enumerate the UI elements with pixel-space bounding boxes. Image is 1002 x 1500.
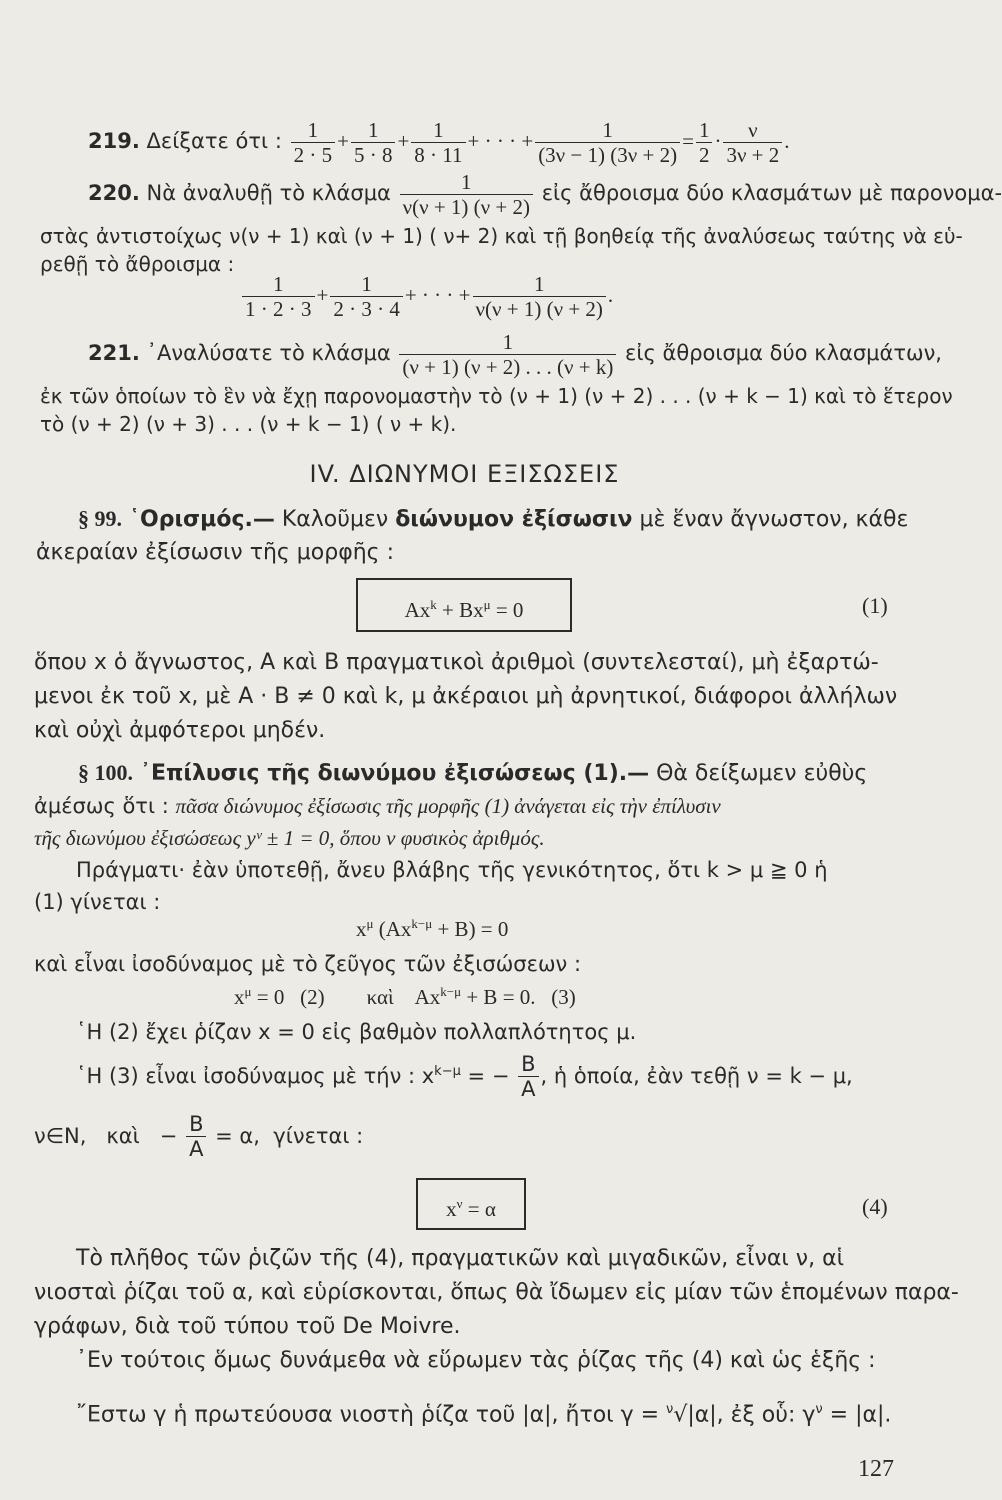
section-title: ᾿Επίλυσις τῆς διωνύμου ἐξισώσεως (1).— <box>140 761 650 786</box>
exercise-221-line3: τὸ (ν + 2) (ν + 3) . . . (ν + k − 1) ( ν + k). <box>40 412 457 436</box>
exercise-text-after: εἰς ἄθροισμα δύο κλασμάτων, <box>625 340 942 365</box>
para-line: ᾿Εν τούτοις ὅμως δυνάμεθα νὰ εὕρωμεν τὰς ῥίζας τῆς (4) καὶ ὡς ἑξῆς : <box>76 1348 876 1373</box>
theorem-text-line3: τῆς διωνύμου ἐξισώσεως yᵛ ± 1 = 0, ὅπου ν φυσικὸς ἀριθμός. <box>34 826 545 850</box>
para-line: Τὸ πλῆθος τῶν ῥιζῶν τῆς (4), πραγματικῶν καὶ μιγαδικῶν, εἶναι ν, αἱ <box>76 1246 845 1271</box>
exercise-text: ᾿Αναλύσατε τὸ κλάσμα <box>146 340 391 365</box>
exercise-220-line3: ρεθῇ τὸ ἄθροισμα : <box>40 252 235 276</box>
section-text-rest: Θὰ δείξωμεν εὐθὺς <box>656 761 868 786</box>
para-line: καὶ οὐχὶ ἀμφότεροι μηδέν. <box>34 718 326 743</box>
section-100 <box>78 760 867 786</box>
para-line: γράφων, διὰ τοῦ τύπου τοῦ De Moivre. <box>34 1314 461 1339</box>
equation-4-label: (4) <box>862 1194 888 1219</box>
equation-1-box: $Ax^k + Bx^\mu = 0$ <box>356 578 572 632</box>
formula-219: $\frac{1}{2 \cdot 5}$ + $\frac{1}{5 \cdot 8}$ + $\frac{1}{8 \cdot 11}$ + · · · + $\frac{1}{(3\nu - 1) (3\nu + 2)}$ = $\frac{1}{2}$ · $\frac{\nu}{3\nu + 2}$ . <box>289 129 790 153</box>
equation-b: $x^\mu = 0$ (2) καὶ $Ax^{k-\mu} + B = 0$. (3) <box>234 984 576 1009</box>
section-text-rest: μὲ ἕναν ἄγνωστον, κάθε <box>639 507 909 532</box>
formula-220: $\frac{1}{\nu(\nu + 1) (\nu + 2)}$ <box>398 181 535 205</box>
section-99 <box>78 506 908 532</box>
para-line-fraction: ῾Η (3) εἶναι ἰσοδύναμος μὲ τήν : $x^{k-\mu}$ = − $\frac{B}{A}$ , ἡ ὁποία, ἐὰν τεθῇ ν = k − μ, <box>76 1052 853 1102</box>
section-text: Καλοῦμεν <box>281 507 389 532</box>
exercise-text: Νὰ ἀναλυθῇ τὸ κλάσμα <box>146 180 391 205</box>
exercise-221 <box>88 330 942 380</box>
section-number: § 99. <box>78 506 122 531</box>
para-line: καὶ εἶναι ἰσοδύναμος μὲ τὸ ζεῦγος τῶν ἐξισώσεων : <box>34 952 582 976</box>
exercise-text: Δείξατε ότι : <box>146 128 282 153</box>
section-title: ῾Ορισμός.— <box>129 507 275 532</box>
para-line: ῾Η (2) ἔχει ῥίζαν x = 0 εἰς βαθμὸν πολλαπλότητος μ. <box>76 1020 637 1044</box>
section-heading: IV. ΔΙΩΝΥΜΟΙ ΕΞΙΣΩΣΕΙΣ <box>309 460 620 488</box>
para-line: ὅπου x ὁ ἄγνωστος, A καὶ B πραγματικοὶ ἀριθμοὶ (συντελεσταί), μὴ ἐξαρτώ- <box>34 650 879 675</box>
equation-a: $x^\mu$ $(Ax^{k-\mu} + B) = 0$ <box>356 916 509 941</box>
exercise-text-after: εἰς ἄθροισμα δύο κλασμάτων μὲ παρονομα- <box>541 180 1002 205</box>
exercise-220-line2: στὰς ἀντιστοίχως ν(ν + 1) καὶ (ν + 1) ( ν+ 2) καὶ τῇ βοηθείᾳ τῆς ἀναλύσεως ταύτης νὰ εὑ- <box>40 224 963 248</box>
equation-1-label: (1) <box>862 593 888 618</box>
section-99-line2: ἀκεραίαν ἐξίσωσιν τῆς μορφῆς : <box>36 540 394 565</box>
exercise-number: 219. <box>88 128 140 153</box>
exercise-number: 221. <box>88 340 140 365</box>
text: ἀμέσως ὅτι : <box>34 794 169 818</box>
sum-220: $\frac{1}{1 \cdot 2 \cdot 3}$ + $\frac{1}{2 \cdot 3 \cdot 4}$ + · · · + $\frac{1}{\nu(\nu + 1) (\nu + 2)}$ . <box>240 272 613 322</box>
theorem-text: πᾶσα διώνυμος ἐξίσωσις τῆς μορφῆς (1) ἀνάγεται εἰς τὴν ἐπίλυσιν <box>175 794 721 818</box>
para-line: ῎Εστω γ ἡ πρωτεύουσα νιοστὴ ῥίζα τοῦ |α|, ἤτοι γ = $^\nu$√|α|, ἐξ οὗ: $\gamma^\nu = |\alpha|$. <box>76 1402 892 1428</box>
exercise-221-line2: ἐκ τῶν ὁποίων τὸ ἓν νὰ ἔχῃ παρονομαστὴν τὸ (ν + 1) (ν + 2) . . . (ν + k − 1) καὶ τὸ ἕτερον <box>40 384 953 408</box>
page-number: 127 <box>858 1456 894 1482</box>
section-100-line2 <box>34 794 721 819</box>
para-line: (1) γίνεται : <box>34 890 161 914</box>
para-line: νιοσταὶ ῥίζαι τοῦ α, καὶ εὑρίσκονται, ὅπως θὰ ἴδωμεν εἰς μίαν τῶν ἑπομένων παρα- <box>34 1280 959 1305</box>
equation-4-box: $x^\nu = \alpha$ <box>416 1178 526 1230</box>
defined-term: διώνυμον ἐξίσωσιν <box>395 507 633 532</box>
para-line: Πράγματι· ἐὰν ὑποτεθῇ, ἄνευ βλάβης τῆς γενικότητος, ὅτι k > μ ≧ 0 ἡ <box>76 858 828 882</box>
exercise-number: 220. <box>88 180 140 205</box>
section-number: § 100. <box>78 760 133 785</box>
formula-221: $\frac{1}{(\nu + 1) (\nu + 2) . . . (\nu + k)}$ <box>397 341 618 365</box>
para-line: μενοι ἐκ τοῦ x, μὲ A · B ≠ 0 καὶ k, μ ἀκέραιοι μὴ ἀρνητικοί, διάφοροι ἀλλήλων <box>34 684 898 709</box>
para-line-fraction: ν∈N, καὶ − $\frac{B}{A}$ = α, γίνεται : <box>34 1112 364 1162</box>
exercise-220 <box>88 170 1002 220</box>
exercise-219 <box>88 118 790 168</box>
